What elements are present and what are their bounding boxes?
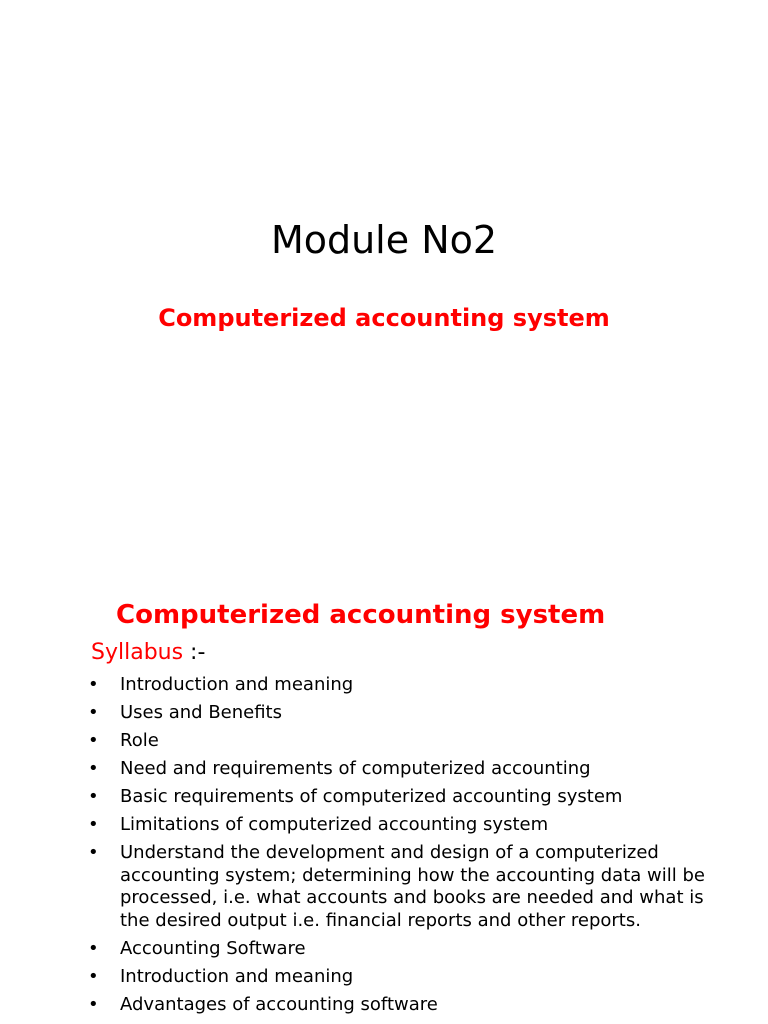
bullet-icon: •	[88, 758, 99, 779]
list-item-text: Uses and Benefits	[120, 702, 282, 723]
bullet-icon: •	[88, 814, 99, 835]
list-item-text: Understand the development and design of a computerized accounting system; determining how the accounting data will be processed, i.e. what accounts and books are needed and what is the desired output i.e. financial reports and other reports.	[120, 842, 705, 931]
list-item	[88, 758, 728, 781]
list-item	[88, 814, 728, 837]
list-item	[88, 938, 728, 961]
syllabus-heading	[91, 640, 205, 665]
bullet-icon: •	[88, 965, 99, 987]
list-item-text: Basic requirements of computerized accounting system	[120, 786, 623, 807]
syllabus-label: Syllabus	[91, 640, 184, 665]
bullet-icon: •	[88, 702, 99, 723]
list-item-text: Introduction and meaning	[120, 965, 354, 987]
list-item	[88, 842, 728, 932]
syllabus-slide-title: Computerized accounting system	[116, 600, 606, 630]
bullet-icon: •	[88, 730, 99, 751]
bullet-icon: •	[88, 674, 99, 695]
module-subtitle: Computerized accounting system	[158, 304, 610, 332]
list-item-text: Limitations of computerized accounting system	[120, 814, 549, 835]
list-item	[88, 994, 728, 1017]
list-item-text: Need and requirements of computerized accounting	[120, 758, 591, 779]
syllabus-suffix: :-	[183, 640, 206, 665]
list-item	[88, 730, 728, 753]
list-item-text: Introduction and meaning	[120, 674, 354, 695]
bullet-icon: •	[88, 937, 99, 959]
syllabus-list	[88, 674, 728, 1022]
list-item-text: Accounting Software	[120, 937, 306, 959]
module-title: Module No2	[270, 218, 498, 262]
list-item	[88, 786, 728, 809]
list-item	[88, 966, 728, 989]
bullet-icon: •	[88, 786, 99, 807]
list-item-text: Advantages of accounting software	[120, 993, 438, 1015]
slide-2	[0, 576, 768, 1024]
bullet-icon: •	[88, 993, 99, 1015]
list-item	[88, 674, 728, 697]
list-item	[88, 702, 728, 725]
bullet-icon: •	[88, 842, 99, 863]
list-item-text: Role	[120, 730, 159, 751]
